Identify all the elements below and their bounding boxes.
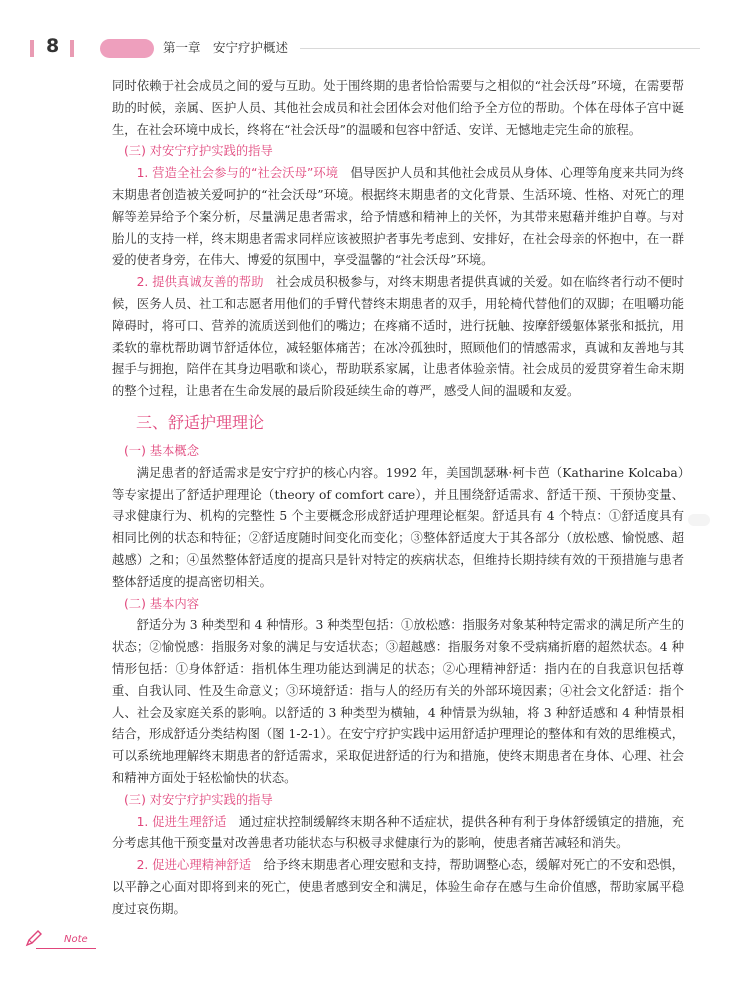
item-heading: 1. 营造全社会参与的“社会沃母”环境: [136, 166, 339, 181]
note-label: Note: [64, 934, 88, 945]
paragraph: 舒适分为 3 种类型和 4 种情形。3 种类型包括：①放松感：指服务对象某种特定需求的满足所产生的状态；②愉悦感：指服务对象的满足与安适状态；③超越感：指服务对象不受病痛折磨的超然状态。4 种情形包括：①身体舒适：指机体生理功能达到满足的状态；②心理精神舒适：指内在的自我意识包括尊重、自我认同、性及生命意义；③环境舒适：指与人的经历有关的外部环境因素；④社会文化舒适：指个人、社会及家庭关系的影响。以舒适的 3 种类型为横轴，4 种情景为纵轴，将 3 种舒适感和 4 种情景相结合，形成舒适分类结构图（图 1-2-1）。在安宁疗护实践中运用舒适护理理论的整体和有效的思维模式，可以系统地理解终末期患者的舒适需求，采取促进舒适的行为和措施，使终末期患者在身体、心理、社会和精神方面处于轻松愉快的状态。: [112, 618, 684, 785]
note-rule: [36, 948, 96, 949]
paragraph: [112, 272, 684, 403]
paragraph: 同时依赖于社会成员之间的爱与互助。处于围终期的患者恰恰需要与之相似的“社会沃母”环境，在需要帮助的时候，亲属、医护人员、其他社会成员和社会团体会对他们给予全方位的帮助。个体在母体子宫中诞生，在社会环境中成长，终将在“社会沃母”的温暖和包容中舒适、安详、无憾地走完生命的旅程。: [112, 79, 684, 137]
header-accent-bar: [70, 40, 74, 57]
note-marker: [24, 928, 94, 952]
header-chapter-tag: [100, 39, 154, 58]
paragraph: [112, 855, 684, 920]
item-text: 社会成员积极参与，对终末期患者提供真诚的关爱。如在临终者行动不便时候，医务人员、社工和志愿者用他们的手臂代替终末期患者的双手，用轮椅代替他们的双脚；在咀嚼功能障碍时，将可口、营养的流质送到他们的嘴边；在疼痛不适时，进行抚触、按摩舒缓躯体紧张和抵抗，用柔软的靠枕帮助调节舒适体位，减轻躯体痛苦；在冰冷孤独时，照顾他们的情感需求，真诚和友善地与其握手与拥抱，陪伴在其身边唱歌和谈心，帮助联系家属，让患者体验亲情。社会成员的爱贯穿着生命末期的整个过程，让患者在生命发展的最后阶段延续生命的尊严，感受人间的温暖和友爱。: [112, 275, 684, 399]
margin-mark: [688, 514, 710, 526]
pen-icon: [24, 928, 44, 948]
subsection-heading: (三) 对安宁疗护实践的指导: [124, 792, 273, 807]
item-heading: 2. 提供真诚友善的帮助: [136, 275, 264, 290]
chapter-title: 第一章 安宁疗护概述: [163, 40, 289, 55]
subsection-heading: (二) 基本内容: [124, 596, 199, 611]
item-text: 倡导医护人员和其他社会成员从身体、心理等角度来共同为终末期患者创造被关爱呵护的“社会沃母”环境。根据终末期患者的文化背景、生活环境、性格、对死亡的理解等差异给予个案分析，尽量满足患者需求，给予情感和精神上的关怀，为其带来慰藉并维护自尊。与对胎儿的支持一样，终末期患者需求同样应该被照护者事先考虑到、安排好，在社会母亲的怀抱中，在一群爱的使者身旁，在伟大、博爱的氛围中，享受温馨的“社会沃母”环境。: [112, 166, 684, 268]
page-header: [0, 30, 730, 70]
item-text: 给予终末期患者心理安慰和支持，帮助调整心态，缓解对死亡的不安和恐惧，以平静之心面对即将到来的死亡，使患者感到安全和满足，体验生命存在感与生命价值感，帮助家属平稳度过哀伤期。: [112, 858, 684, 916]
item-text: 通过症状控制缓解终末期各种不适症状，提供各种有利于身体舒缓镇定的措施，充分考虑其他干预变量对改善患者功能状态与积极寻求健康行为的影响，使患者痛苦减轻和消失。: [112, 814, 684, 851]
paragraph: [112, 163, 684, 272]
item-heading: 2. 促进心理精神舒适: [136, 858, 252, 873]
page-number: 8: [46, 35, 60, 57]
item-heading: 1. 促进生理舒适: [136, 814, 227, 829]
paragraph: 满足患者的舒适需求是安宁疗护的核心内容。1992 年，美国凯瑟琳·柯卡芭（Katharine Kolcaba）等专家提出了舒适护理理论（theory of comfort care），并且围绕舒适需求、舒适干预、干预协变量、寻求健康行为、机构的完整性 5 个主要概念形成舒适护理理论框架。舒适具有 4 个特点：①舒适度具有相同比例的状态和特征；②舒适度随时间变化而变化；③整体舒适度大于其各部分（放松感、愉悦感、超越感）之和；④虽然整体舒适度的提高只是针对特定的疾病状态，但维持长期持续有效的干预措施与患者整体舒适度的提高密切相关。: [112, 465, 684, 589]
page-body: [112, 76, 684, 920]
header-rule: [300, 48, 700, 49]
subsection-heading: (一) 基本概念: [124, 443, 199, 458]
header-accent-bar: [30, 40, 34, 57]
section-heading: 三、舒适护理理论: [136, 412, 265, 432]
subsection-heading: (三) 对安宁疗护实践的指导: [124, 144, 273, 159]
paragraph: [112, 812, 684, 856]
